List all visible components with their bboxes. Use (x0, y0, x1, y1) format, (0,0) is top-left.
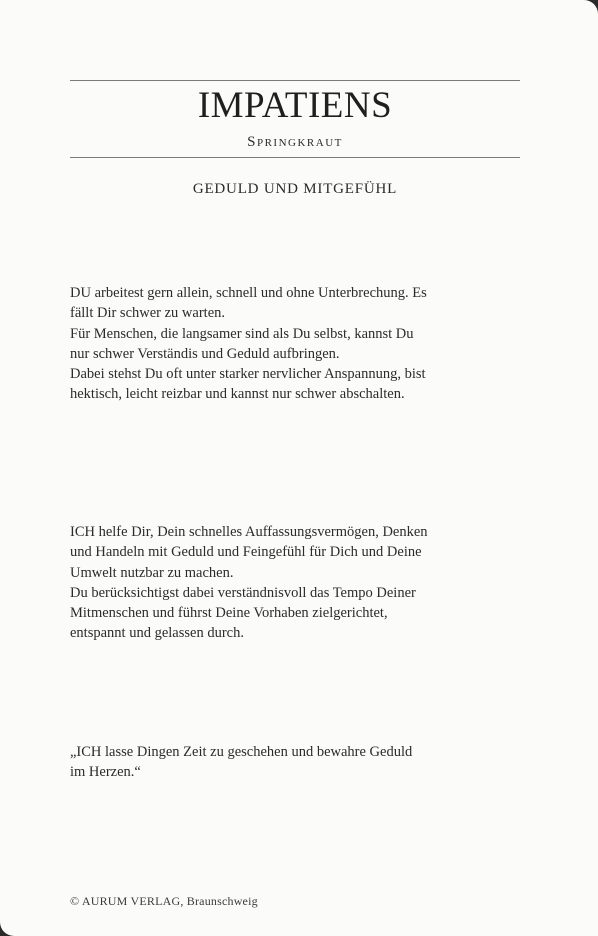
text-line: DU arbeitest gern allein, schnell und ohne Unterbrechung. Es (70, 285, 427, 301)
text-line: Umwelt nutzbar zu machen. (70, 564, 234, 581)
text-line: hektisch, leicht reizbar und kannst nur schwer abschalten. (70, 386, 405, 403)
description-paragraph (70, 283, 530, 405)
top-divider (70, 80, 520, 81)
text-line: im Herzen.“ (70, 764, 141, 781)
text-line: ICH helfe Dir, Dein schnelles Auffassungsvermögen, Denken (70, 524, 428, 540)
text-line: Für Menschen, die langsamer sind als Du selbst, kannst Du (70, 325, 414, 342)
help-paragraph (70, 522, 530, 644)
text-line: und Handeln mit Geduld und Feingefühl für Dich und Deine (70, 544, 422, 561)
text-line: Mitmenschen und führst Deine Vorhaben zielgerichtet, (70, 605, 388, 622)
copyright-footer: © AURUM VERLAG, Braunschweig (70, 894, 258, 908)
text-line: Dabei stehst Du oft unter starker nervlicher Anspannung, bist (70, 366, 426, 383)
text-line: fällt Dir schwer zu warten. (70, 305, 226, 322)
bottom-divider (70, 157, 520, 158)
card-theme: GEDULD UND MITGEFÜHL (192, 181, 398, 197)
text-line: „ICH lasse Dingen Zeit zu geschehen und bewahre Geduld (70, 744, 413, 760)
text-line: Du berücksichtigst dabei verständnisvoll das Tempo Deiner (70, 584, 416, 601)
affirmation-quote (70, 742, 530, 783)
text-line: entspannt und gelassen durch. (70, 625, 244, 642)
text-line: nur schwer Verständis und Geduld aufbringen. (70, 345, 340, 362)
card-title: IMPATIENS (197, 85, 393, 126)
card-subtitle: Springkraut (247, 134, 343, 150)
